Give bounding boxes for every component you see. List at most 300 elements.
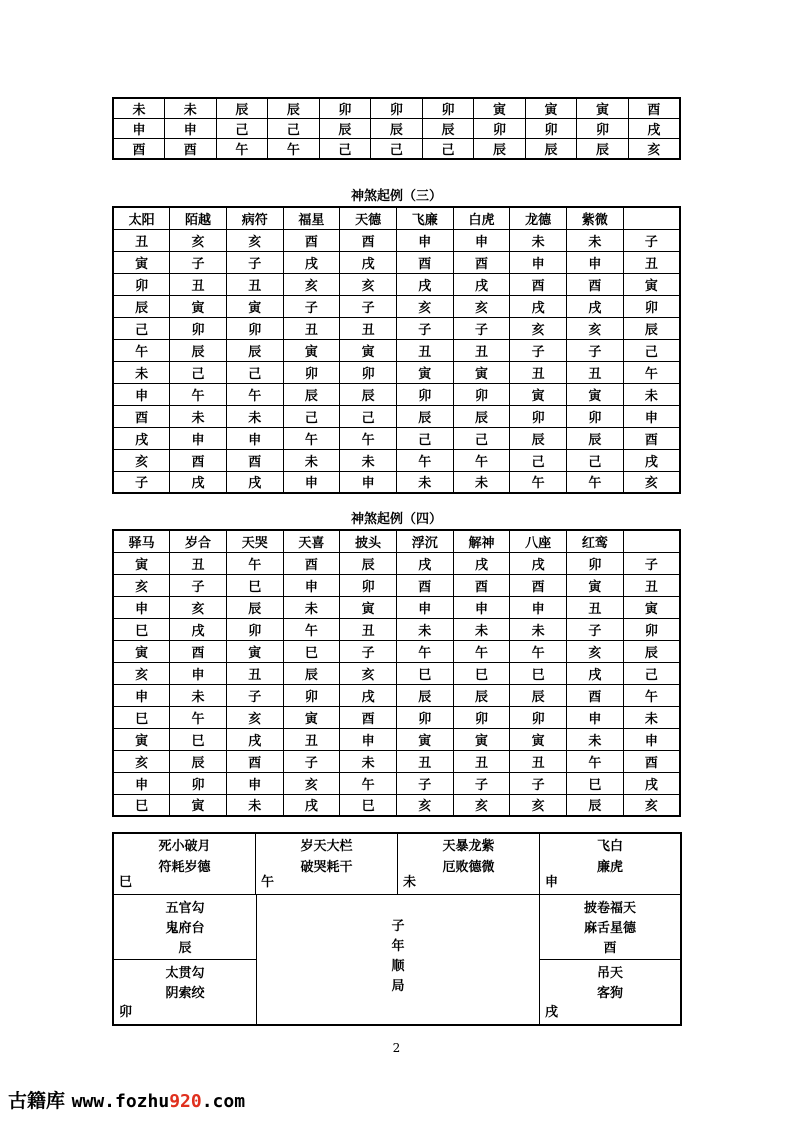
table-cell: 酉 <box>165 139 217 160</box>
center-char-1: 子 <box>391 919 405 934</box>
table-cell: 戌 <box>623 449 680 471</box>
header-row <box>113 530 680 552</box>
table-cell: 卯 <box>577 119 629 139</box>
palace-you <box>540 895 680 960</box>
table-cell: 午 <box>283 427 340 449</box>
table-cell: 辰 <box>422 119 474 139</box>
table-row <box>113 794 680 816</box>
palace-wei-branch: 未 <box>403 875 417 890</box>
table-cell: 寅 <box>283 706 340 728</box>
palace-wei <box>398 834 540 895</box>
table-cell: 酉 <box>340 229 397 251</box>
table-cell: 午 <box>170 383 227 405</box>
table-cell: 寅 <box>510 383 567 405</box>
table-cell: 卯 <box>340 361 397 383</box>
palace-si-line2: 符耗岁德 <box>158 860 211 875</box>
palace-chart <box>112 832 682 1026</box>
header-cell: 驿马 <box>113 530 170 552</box>
header-cell: 岁合 <box>170 530 227 552</box>
table-cell: 未 <box>283 596 340 618</box>
table-cell: 寅 <box>396 728 453 750</box>
table-cell: 申 <box>567 251 624 273</box>
table-cell: 戌 <box>567 295 624 317</box>
table-cell: 丑 <box>340 317 397 339</box>
table-cell: 未 <box>510 618 567 640</box>
table-cell: 未 <box>340 449 397 471</box>
table-cell: 卯 <box>453 706 510 728</box>
table-cell: 戌 <box>453 552 510 574</box>
header-cell <box>623 530 680 552</box>
table-cell: 卯 <box>396 706 453 728</box>
table-cell: 子 <box>113 471 170 493</box>
palace-chen <box>114 895 256 960</box>
table-row <box>113 618 680 640</box>
table-cell: 午 <box>567 471 624 493</box>
table-cell: 寅 <box>226 295 283 317</box>
table-cell: 寅 <box>113 728 170 750</box>
table-cell: 亥 <box>113 662 170 684</box>
table-cell: 未 <box>567 728 624 750</box>
table-cell: 申 <box>567 706 624 728</box>
table-row <box>113 552 680 574</box>
table-cell: 申 <box>623 405 680 427</box>
table-cell: 亥 <box>567 640 624 662</box>
table-cell: 辰 <box>113 295 170 317</box>
table-row <box>113 405 680 427</box>
table-cell: 午 <box>216 139 268 160</box>
table-row <box>113 596 680 618</box>
table-cell: 午 <box>170 706 227 728</box>
palace-chen-branch: 辰 <box>178 941 192 956</box>
header-cell: 龙德 <box>510 207 567 229</box>
table-cell: 丑 <box>113 229 170 251</box>
table-cell: 申 <box>113 772 170 794</box>
table-cell: 酉 <box>226 750 283 772</box>
table-cell: 午 <box>623 684 680 706</box>
table-cell: 卯 <box>283 684 340 706</box>
table-cell: 子 <box>453 772 510 794</box>
table-cell: 丑 <box>623 574 680 596</box>
table-cell: 亥 <box>340 662 397 684</box>
header-cell: 解神 <box>453 530 510 552</box>
palace-wu-line1: 岁天大栏 <box>300 839 353 854</box>
table-row <box>113 273 680 295</box>
table-cell: 酉 <box>510 273 567 295</box>
table-row <box>113 339 680 361</box>
table-cell: 丑 <box>170 552 227 574</box>
table-row <box>113 706 680 728</box>
table-cell: 巳 <box>226 574 283 596</box>
table-row <box>113 295 680 317</box>
table-cell: 巳 <box>340 794 397 816</box>
table-cell: 巳 <box>283 640 340 662</box>
table-cell: 酉 <box>567 273 624 295</box>
table-cell: 亥 <box>170 596 227 618</box>
table-cell: 未 <box>567 229 624 251</box>
table-cell: 申 <box>113 684 170 706</box>
table-cell: 辰 <box>396 684 453 706</box>
table-cell: 丑 <box>340 618 397 640</box>
palace-center <box>256 895 540 1024</box>
table-cell: 酉 <box>623 750 680 772</box>
table-cell: 戌 <box>510 295 567 317</box>
table-row <box>113 98 680 119</box>
table-cell: 亥 <box>113 449 170 471</box>
table-cell: 亥 <box>396 295 453 317</box>
table-cell: 卯 <box>113 273 170 295</box>
table-cell: 辰 <box>567 794 624 816</box>
table-cell: 卯 <box>567 552 624 574</box>
table-cell: 申 <box>396 229 453 251</box>
table-cell: 寅 <box>113 640 170 662</box>
table-cell: 酉 <box>113 139 165 160</box>
table-cell: 辰 <box>510 427 567 449</box>
table-cell: 己 <box>226 361 283 383</box>
watermark <box>8 1086 245 1113</box>
table-row <box>113 772 680 794</box>
table-cell: 辰 <box>226 596 283 618</box>
table-cell: 巳 <box>567 772 624 794</box>
table-cell: 申 <box>283 471 340 493</box>
table-cell: 午 <box>453 640 510 662</box>
table-cell: 卯 <box>623 295 680 317</box>
watermark-brand: 古籍库 <box>8 1090 66 1112</box>
palace-wu-line2: 破哭耗干 <box>300 860 353 875</box>
table-cell: 子 <box>396 317 453 339</box>
table-cell: 卯 <box>474 119 526 139</box>
table-cell: 辰 <box>525 139 577 160</box>
palace-wu <box>256 834 398 895</box>
header-cell: 白虎 <box>453 207 510 229</box>
palace-chen-line1: 五官勾 <box>165 901 205 916</box>
table-row <box>113 640 680 662</box>
palace-xu-line2: 客狗 <box>596 986 623 1001</box>
table-row <box>113 449 680 471</box>
header-cell: 披头 <box>340 530 397 552</box>
table-cell: 未 <box>170 405 227 427</box>
table-cell: 戌 <box>283 794 340 816</box>
table-cell: 戌 <box>113 427 170 449</box>
table-cell: 亥 <box>623 471 680 493</box>
table-cell: 酉 <box>283 229 340 251</box>
table-cell: 申 <box>510 251 567 273</box>
table-cell: 寅 <box>623 273 680 295</box>
table-cell: 巳 <box>113 706 170 728</box>
table-cell: 戌 <box>510 552 567 574</box>
table-cell: 午 <box>396 449 453 471</box>
table-row <box>113 139 680 160</box>
table-cell: 申 <box>226 772 283 794</box>
palace-mao <box>114 960 256 1024</box>
table-cell: 未 <box>165 98 217 119</box>
palace-si-line1: 死小破月 <box>158 839 211 854</box>
table-cell: 丑 <box>226 273 283 295</box>
palace-you-line1: 披卷福天 <box>583 901 636 916</box>
table-cell: 亥 <box>226 229 283 251</box>
table-cell: 未 <box>226 794 283 816</box>
palace-shen-line2: 廉虎 <box>596 860 623 875</box>
table-cell: 戌 <box>340 684 397 706</box>
table-cell: 午 <box>340 772 397 794</box>
header-cell: 天喜 <box>283 530 340 552</box>
table-cell: 卯 <box>283 361 340 383</box>
table-cell: 戌 <box>567 662 624 684</box>
table-cell: 己 <box>113 317 170 339</box>
table-cell: 寅 <box>525 98 577 119</box>
table-cell: 酉 <box>113 405 170 427</box>
table-cell: 未 <box>340 750 397 772</box>
table-cell: 申 <box>113 383 170 405</box>
table-cell: 酉 <box>396 251 453 273</box>
table-cell: 巳 <box>396 662 453 684</box>
table-cell: 未 <box>170 684 227 706</box>
table-cell: 午 <box>396 640 453 662</box>
header-cell: 红鸾 <box>567 530 624 552</box>
table-row <box>113 427 680 449</box>
palace-you-branch: 酉 <box>603 941 617 956</box>
header-row <box>113 207 680 229</box>
table-cell: 子 <box>340 640 397 662</box>
center-char-3: 顺 <box>391 959 405 974</box>
table-cell: 戌 <box>283 251 340 273</box>
table-cell: 未 <box>283 449 340 471</box>
header-cell: 福星 <box>283 207 340 229</box>
table-cell: 辰 <box>623 640 680 662</box>
table-cell: 未 <box>623 383 680 405</box>
palace-wu-branch: 午 <box>261 875 275 890</box>
page-number: 2 <box>392 1041 401 1055</box>
table-row <box>113 229 680 251</box>
table-cell: 寅 <box>453 728 510 750</box>
table-cell: 丑 <box>623 251 680 273</box>
table-cell: 戌 <box>396 552 453 574</box>
table3-caption: 神煞起例（三） <box>350 189 442 204</box>
table-cell: 亥 <box>340 273 397 295</box>
header-cell: 天德 <box>340 207 397 229</box>
palace-mao-line1: 太贯勾 <box>165 966 205 981</box>
table-cell: 子 <box>567 339 624 361</box>
table-cell: 午 <box>283 618 340 640</box>
table-cell: 辰 <box>474 139 526 160</box>
table-cell: 酉 <box>510 574 567 596</box>
palace-si-branch: 巳 <box>119 875 133 890</box>
table-cell: 丑 <box>510 750 567 772</box>
table-cell: 卯 <box>226 618 283 640</box>
table-cell: 亥 <box>113 750 170 772</box>
table-cell: 辰 <box>170 750 227 772</box>
palace-si <box>114 834 256 895</box>
shensha-table-3 <box>112 206 681 494</box>
table-cell: 戌 <box>226 471 283 493</box>
table-row <box>113 251 680 273</box>
table-cell: 寅 <box>170 295 227 317</box>
table-cell: 己 <box>567 449 624 471</box>
table-cell: 亥 <box>510 794 567 816</box>
table-cell: 未 <box>396 471 453 493</box>
table-row <box>113 317 680 339</box>
table-cell: 未 <box>396 618 453 640</box>
table-cell: 丑 <box>453 750 510 772</box>
table-cell: 戌 <box>170 471 227 493</box>
table-cell: 辰 <box>340 552 397 574</box>
table-cell: 巳 <box>510 662 567 684</box>
table-cell: 辰 <box>453 405 510 427</box>
table-cell: 酉 <box>453 574 510 596</box>
table-cell: 巳 <box>113 794 170 816</box>
table-cell: 亥 <box>170 229 227 251</box>
table-cell: 寅 <box>113 251 170 273</box>
header-cell: 陌越 <box>170 207 227 229</box>
table-cell: 卯 <box>371 98 423 119</box>
table-cell: 亥 <box>283 772 340 794</box>
table-cell: 寅 <box>170 794 227 816</box>
table-cell: 申 <box>396 596 453 618</box>
table-cell: 子 <box>623 552 680 574</box>
table-cell: 申 <box>510 596 567 618</box>
table-cell: 未 <box>113 98 165 119</box>
table-cell: 辰 <box>453 684 510 706</box>
watermark-site <box>72 1091 245 1112</box>
table-cell: 子 <box>510 772 567 794</box>
table-cell: 巳 <box>113 618 170 640</box>
table-cell: 申 <box>170 662 227 684</box>
table-cell: 午 <box>113 339 170 361</box>
table-cell: 子 <box>396 772 453 794</box>
table-cell: 卯 <box>453 383 510 405</box>
table-cell: 亥 <box>628 139 680 160</box>
table-cell: 酉 <box>283 552 340 574</box>
table-cell: 卯 <box>319 98 371 119</box>
table-row <box>113 471 680 493</box>
table-cell: 未 <box>453 471 510 493</box>
table-cell: 子 <box>623 229 680 251</box>
table-cell: 卯 <box>170 772 227 794</box>
watermark-site-suffix: .com <box>201 1091 246 1112</box>
table-cell: 寅 <box>283 339 340 361</box>
table-cell: 午 <box>226 383 283 405</box>
palace-shen-branch: 申 <box>545 875 559 890</box>
table-row <box>113 574 680 596</box>
table-cell: 子 <box>453 317 510 339</box>
table-cell: 丑 <box>567 596 624 618</box>
table-cell: 己 <box>623 662 680 684</box>
table-cell: 辰 <box>226 339 283 361</box>
table-cell: 卯 <box>396 383 453 405</box>
table-row <box>113 361 680 383</box>
table-cell: 申 <box>226 427 283 449</box>
table-cell: 辰 <box>371 119 423 139</box>
table-cell: 午 <box>226 552 283 574</box>
table-cell: 亥 <box>113 574 170 596</box>
table-cell: 未 <box>510 229 567 251</box>
table-cell: 丑 <box>226 662 283 684</box>
header-cell: 浮沉 <box>396 530 453 552</box>
table-cell: 子 <box>226 251 283 273</box>
table-cell: 未 <box>113 361 170 383</box>
table-cell: 酉 <box>170 449 227 471</box>
table-cell: 丑 <box>510 361 567 383</box>
table-cell: 戌 <box>226 728 283 750</box>
palace-shen-line1: 飞白 <box>596 839 623 854</box>
header-cell: 八座 <box>510 530 567 552</box>
header-cell: 天哭 <box>226 530 283 552</box>
table-cell: 酉 <box>340 706 397 728</box>
table-row <box>113 662 680 684</box>
table-cell: 午 <box>510 471 567 493</box>
table-cell: 戌 <box>623 772 680 794</box>
table-cell: 己 <box>510 449 567 471</box>
table-cell: 寅 <box>396 361 453 383</box>
table-cell: 未 <box>453 618 510 640</box>
table-cell: 丑 <box>283 317 340 339</box>
table-row <box>113 750 680 772</box>
table-cell: 亥 <box>453 295 510 317</box>
table-row <box>113 684 680 706</box>
table-cell: 午 <box>623 361 680 383</box>
table-cell: 子 <box>340 295 397 317</box>
table-cell: 亥 <box>567 317 624 339</box>
table-cell: 午 <box>268 139 320 160</box>
table-cell: 子 <box>226 684 283 706</box>
table-cell: 卯 <box>567 405 624 427</box>
table-cell: 亥 <box>453 794 510 816</box>
palace-chen-line2: 鬼府台 <box>165 921 205 936</box>
table-cell: 辰 <box>340 383 397 405</box>
palace-you-line2: 麻舌星德 <box>583 921 636 936</box>
table-cell: 丑 <box>453 339 510 361</box>
table-cell: 申 <box>340 471 397 493</box>
table-cell: 酉 <box>623 427 680 449</box>
table-cell: 己 <box>170 361 227 383</box>
table-cell: 寅 <box>453 361 510 383</box>
table-cell: 卯 <box>510 706 567 728</box>
header-cell <box>623 207 680 229</box>
table-cell: 卯 <box>340 574 397 596</box>
table-cell: 申 <box>113 119 165 139</box>
palace-mao-branch: 卯 <box>119 1005 133 1020</box>
table-cell: 辰 <box>283 662 340 684</box>
table-cell: 辰 <box>268 98 320 119</box>
table-cell: 酉 <box>170 640 227 662</box>
table-row <box>113 383 680 405</box>
table-cell: 己 <box>216 119 268 139</box>
table-cell: 卯 <box>623 618 680 640</box>
table-cell: 申 <box>340 728 397 750</box>
header-cell: 病符 <box>226 207 283 229</box>
watermark-site-prefix: www.fozhu <box>71 1091 170 1112</box>
table-cell: 戌 <box>628 119 680 139</box>
table-cell: 寅 <box>567 574 624 596</box>
table-cell: 午 <box>510 640 567 662</box>
table-cell: 未 <box>226 405 283 427</box>
table-cell: 申 <box>283 574 340 596</box>
header-cell: 太阳 <box>113 207 170 229</box>
table-cell: 己 <box>422 139 474 160</box>
table-cell: 丑 <box>283 728 340 750</box>
table-cell: 酉 <box>628 98 680 119</box>
table-cell: 未 <box>623 706 680 728</box>
palace-wei-line1: 天暴龙紫 <box>442 839 495 854</box>
table4-caption: 神煞起例（四） <box>350 512 442 527</box>
table-cell: 戌 <box>453 273 510 295</box>
table-cell: 申 <box>623 728 680 750</box>
table-cell: 午 <box>340 427 397 449</box>
table-cell: 寅 <box>510 728 567 750</box>
table-cell: 寅 <box>567 383 624 405</box>
table-cell: 卯 <box>422 98 474 119</box>
table-cell: 卯 <box>510 405 567 427</box>
table-cell: 戌 <box>340 251 397 273</box>
